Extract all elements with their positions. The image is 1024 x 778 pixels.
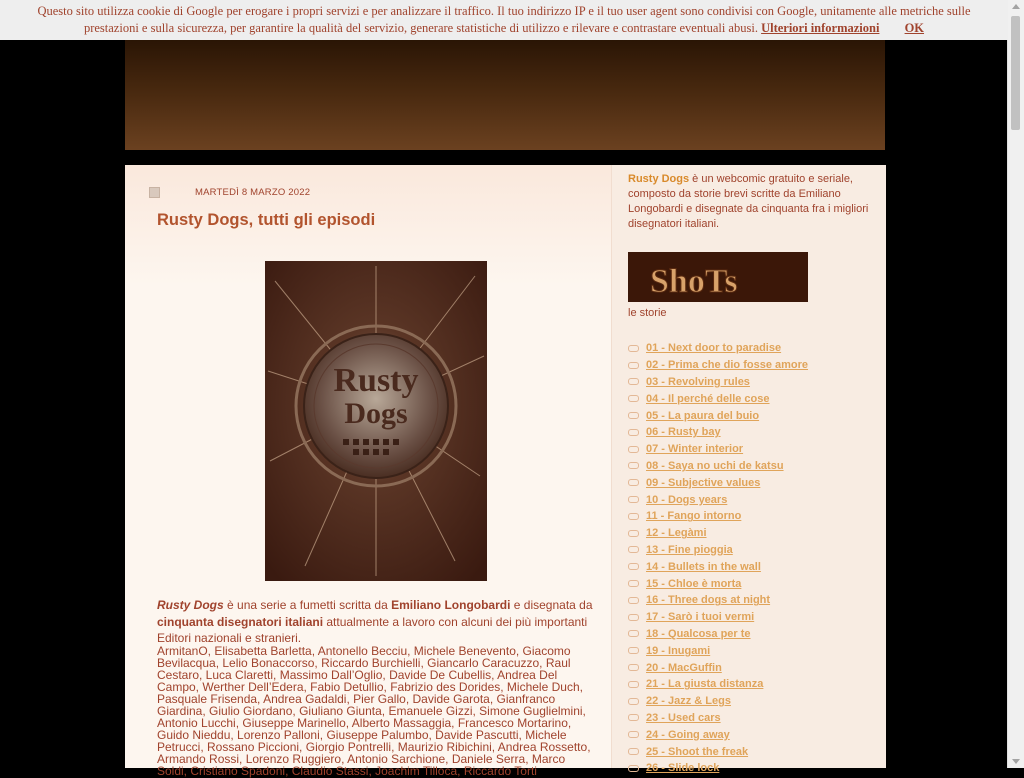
scroll-up-arrow-icon[interactable] [1012, 4, 1020, 9]
episode-list-item [628, 743, 882, 760]
bullet-icon [628, 630, 639, 637]
post-date: MARTEDÌ 8 MARZO 2022 [195, 187, 311, 198]
bullet-icon [628, 698, 639, 705]
episode-link[interactable]: 07 - Winter interior [646, 443, 744, 456]
vertical-scrollbar[interactable] [1007, 0, 1024, 768]
episode-link[interactable]: 08 - Saya no uchi de katsu [646, 459, 784, 472]
episode-list-item [628, 374, 882, 391]
episode-link[interactable]: 13 - Fine pioggia [646, 543, 733, 556]
episode-list-item [628, 676, 882, 693]
episode-link[interactable]: 09 - Subjective values [646, 476, 761, 489]
episode-link[interactable]: 12 - Legàmi [646, 527, 707, 540]
bullet-icon [628, 664, 639, 671]
episode-list-item [628, 340, 882, 357]
bullet-icon [628, 412, 639, 419]
episode-link[interactable]: 03 - Revolving rules [646, 375, 750, 388]
episode-list-item [628, 642, 882, 659]
episode-list [628, 340, 882, 777]
bullet-icon [628, 731, 639, 738]
svg-text:Dogs: Dogs [344, 397, 408, 430]
episode-link[interactable]: 15 - Chloe è morta [646, 577, 742, 590]
bullet-icon [628, 647, 639, 654]
episode-list-item [628, 626, 882, 643]
episode-list-item [628, 424, 882, 441]
bullet-icon [628, 462, 639, 469]
bullet-icon [628, 765, 639, 772]
sidebar [611, 165, 886, 775]
episode-list-item [628, 491, 882, 508]
bullet-icon [628, 614, 639, 621]
episode-link[interactable]: 22 - Jazz & Legs [646, 695, 731, 708]
episode-link[interactable]: 18 - Qualcosa per te [646, 627, 751, 640]
episode-list-item [628, 390, 882, 407]
cookie-ok-button[interactable]: OK [904, 21, 925, 35]
bullet-icon [628, 429, 639, 436]
episode-link[interactable]: 17 - Sarò i tuoi vermi [646, 611, 755, 624]
bullet-icon [628, 714, 639, 721]
bullet-icon [628, 395, 639, 402]
episode-link[interactable]: 26 - Slide lock [646, 762, 720, 775]
bullet-icon [628, 681, 639, 688]
bullet-icon [628, 546, 639, 553]
bullet-icon [628, 563, 639, 570]
banner-text: ShoTs [650, 263, 738, 300]
episode-list-item [628, 458, 882, 475]
episode-link[interactable]: 25 - Shoot the freak [646, 745, 749, 758]
episode-link[interactable]: 16 - Three dogs at night [646, 594, 771, 607]
episode-list-item [628, 407, 882, 424]
episode-list-item [628, 508, 882, 525]
bullet-icon [628, 597, 639, 604]
episode-list-item [628, 760, 882, 777]
episode-link[interactable]: 14 - Bullets in the wall [646, 560, 761, 573]
cover-title-text: Rusty [333, 362, 419, 399]
episode-link[interactable]: 11 - Fango intorno [646, 510, 742, 523]
episode-link[interactable]: 02 - Prima che dio fosse amore [646, 359, 809, 372]
bullet-icon [628, 580, 639, 587]
episode-list-item [628, 693, 882, 710]
episode-list-item [628, 575, 882, 592]
writer-name: Emiliano Longobardi [391, 598, 511, 612]
bullet-icon [628, 748, 639, 755]
sidebar-description: Rusty Dogs è un webcomic gratuito e seriale, composto da storie brevi scritte da Emiliano Longobardi e disegnate da cinquanta fra i migliori disegnatori italiani. [628, 173, 869, 230]
episode-list-item [628, 525, 882, 542]
bullet-icon [628, 446, 639, 453]
bullet-icon [628, 378, 639, 385]
episode-link[interactable]: 24 - Going away [646, 728, 730, 741]
cover-image[interactable] [265, 261, 487, 581]
episode-list-item [628, 542, 882, 559]
authors-list: ArmitanO, Elisabetta Barletta, Antonello Becciu, Michele Benevento, Giacomo Bevilacqua, Lelio Bonaccorso, Riccardo Burchielli, Giancarlo Caracuzzo, Raul Cestaro, Luca Claretti, Massimo Dall’Oglio, Davide De Cubellis, Andrea Del Campo, Werther Dell’Edera, Fabio Detullio, Fabrizio des Dorides, Michele Duch, Pasquale Frisenda, Andrea Gadaldi, Pier Gallo, Davide Garota, Gianfranco Giardina, Giulio Giordano, Giuliano Giunta, Emanuele Gizzi, Simone Guglielmini, Antonio Lucchi, Giuseppe Marinello, Alberto Massaggia, Francesco Mortarino, Guido Nieddu, Lorenzo Palloni, Giuseppe Palumbo, Davide Pascutti, Michele Petrucci, Rossano Piccioni, Giorgio Pontrelli, Maurizio Ribichini, Andrea Rossetto, Armando Rossi, Lorenzo Ruggiero, Antonio Sarchione, Daniele Serra, Marco Soldi, Cristiano Spadoni, Claudio Stassi, Joachim Tilloca, Riccardo Torti [157, 644, 591, 778]
episode-link[interactable]: 20 - MacGuffin [646, 661, 722, 674]
episode-link[interactable]: 04 - Il perché delle cose [646, 392, 770, 405]
bullet-icon [628, 479, 639, 486]
cookie-consent-bar [0, 0, 1008, 40]
bullet-icon [628, 345, 639, 352]
main-column [125, 165, 611, 778]
episode-link[interactable]: 10 - Dogs years [646, 493, 728, 506]
sidebar-brand: Rusty Dogs [628, 173, 690, 185]
scrollbar-thumb[interactable] [1011, 16, 1020, 130]
post-intro: Rusty Dogs è una serie a fumetti scritta da Emiliano Longobardi e disegnata da cinquanta disegnatori italiani attualmente a lavoro con alcuni dei più importanti Editori nazionali e stranieri. [157, 598, 593, 645]
page-content [125, 165, 885, 778]
bullet-icon [628, 362, 639, 369]
scroll-down-arrow-icon[interactable] [1012, 759, 1020, 764]
stories-caption: le storie [628, 307, 667, 319]
cookie-text-line1: Questo sito utilizza cookie di Google per erogare i propri servizi e per analizzare il traffico. Il tuo indirizzo IP e il tuo user agent sono condivisi con Google, unitamente alle metriche sulle [37, 4, 971, 18]
episode-link[interactable]: 06 - Rusty bay [646, 426, 721, 439]
episode-link[interactable]: 23 - Used cars [646, 711, 721, 724]
episode-link[interactable]: 19 - Inugami [646, 644, 711, 657]
episode-link[interactable]: 01 - Next door to paradise [646, 342, 782, 355]
more-info-link[interactable]: Ulteriori informazioni [761, 21, 880, 35]
episode-list-item [628, 474, 882, 491]
episode-list-item [628, 357, 882, 374]
cookie-text-line2: prestazioni e sulla sicurezza, per garantire la qualità del servizio, generare statistiche di utilizzo e rilevare e contrastare eventuali abusi. [83, 21, 758, 35]
bullet-icon [628, 530, 639, 537]
date-marker-icon [149, 187, 160, 198]
post-title[interactable]: Rusty Dogs, tutti gli episodi [157, 211, 376, 229]
episode-link[interactable]: 21 - La giusta distanza [646, 678, 764, 691]
shots-banner[interactable] [628, 252, 808, 302]
episode-link[interactable]: 05 - La paura del buio [646, 409, 760, 422]
bullet-icon [628, 496, 639, 503]
episode-list-item [628, 609, 882, 626]
episode-list-item [628, 441, 882, 458]
episode-list-item [628, 710, 882, 727]
bullet-icon [628, 513, 639, 520]
episode-list-item [628, 592, 882, 609]
episode-list-item [628, 726, 882, 743]
blog-header-banner [125, 40, 885, 150]
episode-list-item [628, 558, 882, 575]
artists-phrase: cinquanta disegnatori italiani [157, 614, 324, 629]
episode-list-item [628, 659, 882, 676]
series-name: Rusty Dogs [157, 598, 224, 612]
